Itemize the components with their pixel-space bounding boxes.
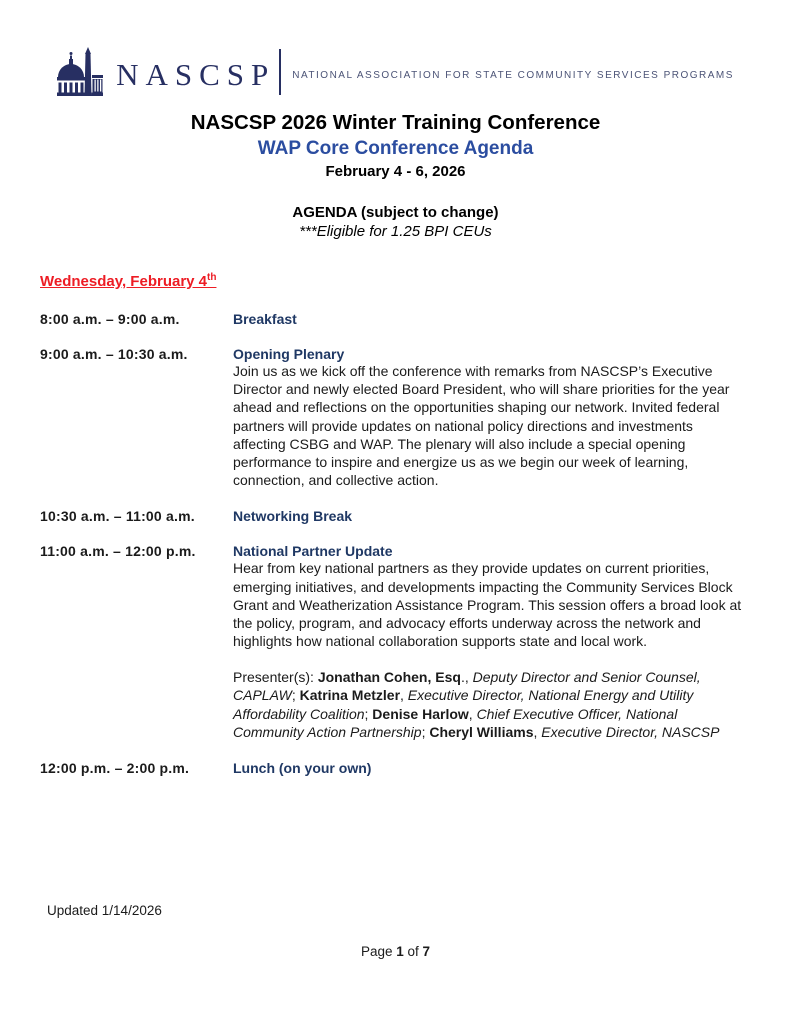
agenda-subtitle: WAP Core Conference Agenda [257, 138, 534, 159]
session-time: 8:00 a.m. – 9:00 a.m. [40, 311, 180, 327]
page-number [0, 944, 791, 959]
presenter-title: Executive Director, NASCSP [541, 723, 720, 740]
session-description: Join us as we kick off the conference with remarks from NASCSP’s Executive Director and newly elected Board President, who will share priorities for the year ahead and reflections on the opportunities shaping our network. Invited federal partners will provide updates on national policy directions and investments affecting CSBG and WAP. The plenary will also include a special opening performance to inspire and energize us as we begin our week of learning, connection, and collective action. [233, 363, 730, 489]
conference-title: NASCSP 2026 Winter Training Conference [190, 111, 601, 134]
presenter-name: Denise Harlow [372, 705, 469, 722]
session-row [40, 760, 746, 776]
session-time: 11:00 a.m. – 12:00 p.m. [40, 543, 196, 560]
session-presenters: Presenter(s): Jonathan Cohen, Esq., Deputy Director and Senior Counsel, CAPLAW; Katrina Metzler, Executive Director, National Energy and Utility Affordability Coalition; Denise Harlow, Chief Executive Officer, National Community Action Partnership; Cheryl Williams, Executive Director, NASCSP [233, 669, 720, 740]
logo-tagline: NATIONAL ASSOCIATION FOR STATE COMMUNITY SERVICES PROGRAMS [292, 69, 734, 81]
page-label-infix: of [403, 944, 423, 959]
session-title: Networking Break [233, 508, 353, 525]
session-row [40, 346, 746, 489]
session-description: Hear from key national partners as they provide updates on current priorities, emerging initiatives, and developments impacting the Community Services Block Grant and Weatherization Assistance Program. This session offers a broad look at the policy, program, and advocacy efforts underway across the network and highlights how national collaboration supports state and local work. [233, 560, 742, 650]
session-body [233, 346, 746, 489]
session-time: 10:30 a.m. – 11:00 a.m. [40, 508, 195, 525]
session-title: National Partner Update [233, 543, 393, 560]
day-heading [40, 273, 746, 290]
session-row [40, 508, 746, 524]
session-title: Lunch (on your own) [233, 760, 372, 776]
session-body [233, 508, 746, 524]
session-list [40, 311, 746, 776]
session-row [40, 543, 746, 741]
presenter-title: Deputy Director and Senior Counsel, CAPLAW [233, 669, 701, 704]
session-body [233, 760, 746, 776]
presenter-title: Chief Executive Officer, National Community Action Partnership [233, 705, 678, 740]
session-time: 9:00 a.m. – 10:30 a.m. [40, 346, 188, 362]
page-total: 7 [422, 944, 431, 959]
ordinal-suffix: th [207, 272, 217, 283]
session-row [40, 311, 746, 327]
session-title: Breakfast [233, 311, 297, 327]
page-current: 1 [396, 944, 404, 959]
presenter-title: Executive Director, National Energy and Utility Affordability Coalition [233, 687, 694, 722]
document-header [0, 0, 791, 240]
nascsp-logo [0, 0, 791, 98]
conference-dates: February 4 - 6, 2026 [325, 163, 466, 180]
session-time: 12:00 p.m. – 2:00 p.m. [40, 760, 190, 776]
session-title: Opening Plenary [233, 346, 345, 362]
agenda-label: AGENDA (subject to change) [292, 204, 499, 221]
session-body [233, 311, 746, 327]
presenter-name: Katrina Metzler [299, 687, 401, 704]
logo-acronym: NASCSP [116, 56, 276, 92]
logo-divider [279, 49, 281, 95]
updated-note: Updated 1/14/2026 [47, 903, 162, 918]
presenter-name: Jonathan Cohen, Esq [317, 669, 461, 686]
capitol-building-icon [57, 46, 103, 98]
page-label-prefix: Page [360, 944, 397, 959]
session-body [233, 543, 746, 741]
day-heading-text: Wednesday, February 4 [40, 273, 208, 290]
ceu-eligibility-note: ***Eligible for 1.25 BPI CEUs [299, 223, 492, 240]
presenter-name: Cheryl Williams [429, 723, 534, 740]
